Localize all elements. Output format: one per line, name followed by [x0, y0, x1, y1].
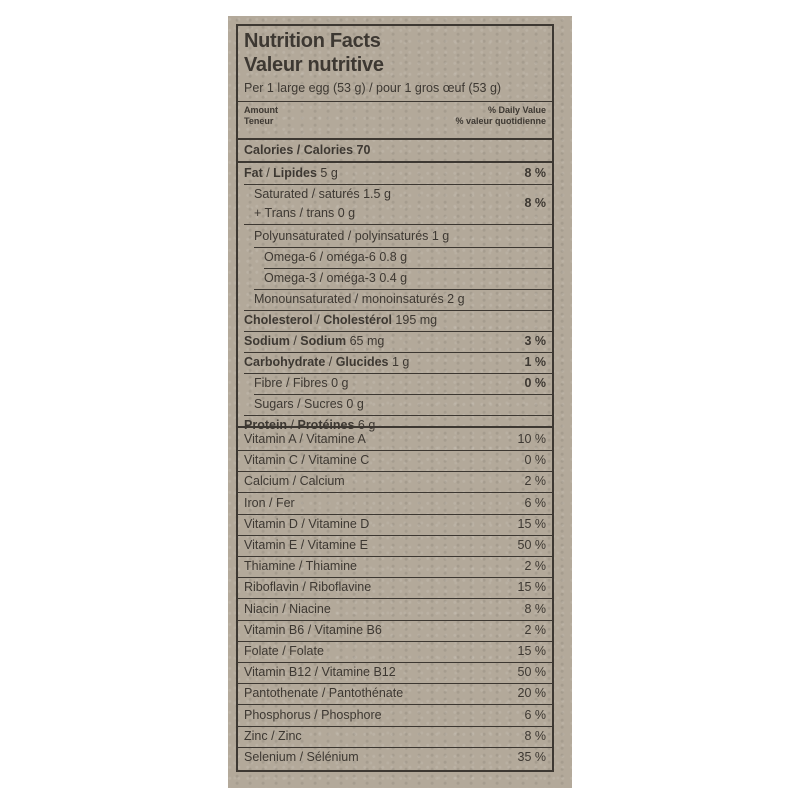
nutrient-amount: 5 g: [316, 166, 338, 180]
vitamin-name: Iron / Fer: [244, 495, 295, 510]
vitamin-row: [238, 599, 552, 619]
nutrient-row: [238, 226, 552, 246]
daily-value-french: % valeur quotidienne: [455, 116, 546, 126]
nutrient-row: [238, 184, 552, 204]
nutrient-sep: /: [287, 418, 298, 432]
nutrient-row: [238, 247, 552, 267]
vitamin-daily-value: 10 %: [517, 432, 546, 446]
vitamin-name: Vitamin B6 / Vitamine B6: [244, 622, 382, 637]
nutrient-name-en: Protein: [244, 418, 288, 432]
label-header: [238, 26, 552, 140]
vitamin-row: [238, 705, 552, 725]
nutrient-row: [238, 163, 552, 183]
vitamin-daily-value: 6 %: [524, 495, 546, 510]
nutrient-sep: Sugars / Sucres 0 g: [254, 397, 364, 411]
nutrient-sep: /: [325, 355, 336, 369]
amount-english: Amount: [244, 105, 278, 115]
vitamin-row: [238, 641, 552, 661]
vitamin-daily-value: 15 %: [517, 516, 546, 531]
vitamin-name: Vitamin B12 / Vitamine B12: [244, 665, 396, 680]
nutrient-name-en: Fat: [244, 166, 263, 180]
nutrient-sep: Fibre / Fibres 0 g: [254, 376, 349, 390]
vitamin-row: [238, 429, 552, 449]
vitamin-row: [238, 620, 552, 640]
nutrient-row: [238, 394, 552, 414]
nutrient-row: [238, 352, 552, 372]
nutrient-daily-value: 8 %: [524, 196, 546, 210]
vitamin-row: [238, 450, 552, 470]
title-english: Nutrition Facts: [244, 30, 381, 52]
nutrient-sep: Omega-6 / oméga-6 0.8 g: [264, 250, 408, 264]
calories-label: Calories / Calories 70: [244, 143, 371, 157]
vitamin-name: Pantothenate / Pantothénate: [244, 686, 404, 701]
vitamin-daily-value: 8 %: [524, 601, 546, 616]
nutrient-row: [238, 268, 552, 288]
vitamin-daily-value: 2 %: [524, 559, 546, 574]
header-divider: [238, 101, 552, 102]
nutrient-daily-value: 1 %: [524, 355, 546, 369]
nutrient-daily-value: 3 %: [524, 334, 546, 348]
nutrient-sep: Omega-3 / oméga-3 0.4 g: [264, 271, 408, 285]
title-french: Valeur nutritive: [244, 54, 384, 76]
vitamin-name: Zinc / Zinc: [244, 728, 302, 743]
vitamin-name: Phosphorus / Phosphore: [244, 707, 382, 722]
nutrient-name-fr: Lipides: [273, 166, 317, 180]
nutrient-name: [244, 355, 409, 369]
nutrient-name-fr: Protéines: [297, 418, 355, 432]
vitamin-row: [238, 471, 552, 491]
nutrient-name: [254, 206, 355, 220]
vitamin-name: Riboflavin / Riboflavine: [244, 580, 372, 595]
amount-heading: [244, 105, 278, 127]
nutrient-name: [254, 397, 364, 411]
vitamin-name: Calcium / Calcium: [244, 474, 345, 489]
amount-french: Teneur: [244, 116, 274, 126]
serving-size: Per 1 large egg (53 g) / pour 1 gros œuf (53 g): [244, 81, 502, 95]
vitamin-row: [238, 662, 552, 682]
vitamin-name: Vitamin A / Vitamine A: [244, 432, 366, 446]
vitamin-name: Folate / Folate: [244, 644, 324, 658]
vitamin-daily-value: 15 %: [517, 580, 546, 595]
nutrient-name-fr: Glucides: [335, 355, 389, 369]
vitamin-row: [238, 535, 552, 555]
vitamin-row: [238, 493, 552, 513]
vitamin-name: Vitamin E / Vitamine E: [244, 538, 368, 552]
vitamin-daily-value: 20 %: [517, 686, 546, 701]
calories-row: [238, 141, 552, 161]
nutrient-daily-value: 0 %: [524, 376, 546, 390]
vitamin-daily-value: 8 %: [524, 728, 546, 743]
nutrient-name: [244, 313, 437, 327]
vitamin-name: Vitamin D / Vitamine D: [244, 516, 370, 531]
vitamin-row: [238, 577, 552, 597]
vitamin-name: Niacin / Niacine: [244, 601, 331, 616]
vitamin-name: Vitamin C / Vitamine C: [244, 453, 370, 468]
nutrient-name: [254, 292, 465, 306]
nutrient-daily-value: 8 %: [524, 166, 546, 180]
nutrient-row: [238, 196, 552, 223]
vitamin-daily-value: 6 %: [524, 707, 546, 722]
nutrient-row: [238, 289, 552, 309]
nutrient-divider: [244, 224, 552, 225]
nutrient-sep: Polyunsaturated / polyinsaturés 1 g: [254, 229, 450, 243]
nutrient-name-fr: Cholestérol: [323, 313, 392, 327]
nutrient-name: [264, 271, 407, 285]
nutrient-sep: /: [289, 334, 301, 348]
nutrient-amount: 6 g: [354, 418, 376, 432]
vitamin-daily-value: 50 %: [517, 665, 546, 680]
vitamin-daily-value: 2 %: [524, 474, 546, 489]
nutrient-name: [244, 166, 338, 180]
nutrient-row: [238, 310, 552, 330]
vitamin-name: Thiamine / Thiamine: [244, 559, 358, 574]
vitamin-daily-value: 15 %: [517, 644, 546, 658]
daily-value-english: % Daily Value: [487, 105, 546, 115]
vitamin-row: [238, 683, 552, 703]
nutrient-sep: Saturated / saturés 1.5 g: [254, 187, 391, 201]
nutrient-name: [244, 334, 384, 348]
nutrient-sep: Monounsaturated / monoinsaturés 2 g: [254, 292, 465, 306]
nutrient-name-en: Carbohydrate: [244, 355, 326, 369]
vitamin-daily-value: 2 %: [524, 622, 546, 637]
nutrient-name-en: Sodium: [244, 334, 290, 348]
daily-value-heading: [455, 105, 546, 127]
nutrient-name: [254, 376, 348, 390]
nutrient-sep: /: [262, 166, 274, 180]
nutrient-name-fr: Sodium: [300, 334, 347, 348]
vitamin-daily-value: 35 %: [517, 750, 546, 764]
vitamin-name: Selenium / Sélénium: [244, 750, 359, 764]
nutrient-amount: 65 mg: [346, 334, 385, 348]
protein-divider: [238, 426, 552, 428]
nutrient-name-en: Cholesterol: [244, 313, 313, 327]
nutrient-sep: /: [312, 313, 324, 327]
vitamin-row: [238, 556, 552, 576]
nutrient-amount: 195 mg: [391, 313, 438, 327]
nutrient-name: [264, 250, 407, 264]
vitamin-row: [238, 726, 552, 746]
nutrient-amount: 1 g: [388, 355, 410, 369]
nutrient-row: [238, 373, 552, 393]
nutrient-row: [238, 331, 552, 351]
nutrient-name: [254, 187, 391, 201]
vitamin-row: [238, 747, 552, 767]
vitamin-daily-value: 0 %: [524, 453, 546, 468]
vitamin-row: [238, 514, 552, 534]
nutrient-name: [254, 229, 449, 243]
nutrient-sep: + Trans / trans 0 g: [254, 206, 356, 220]
vitamin-daily-value: 50 %: [517, 538, 546, 552]
nutrition-facts-label: [236, 24, 554, 772]
